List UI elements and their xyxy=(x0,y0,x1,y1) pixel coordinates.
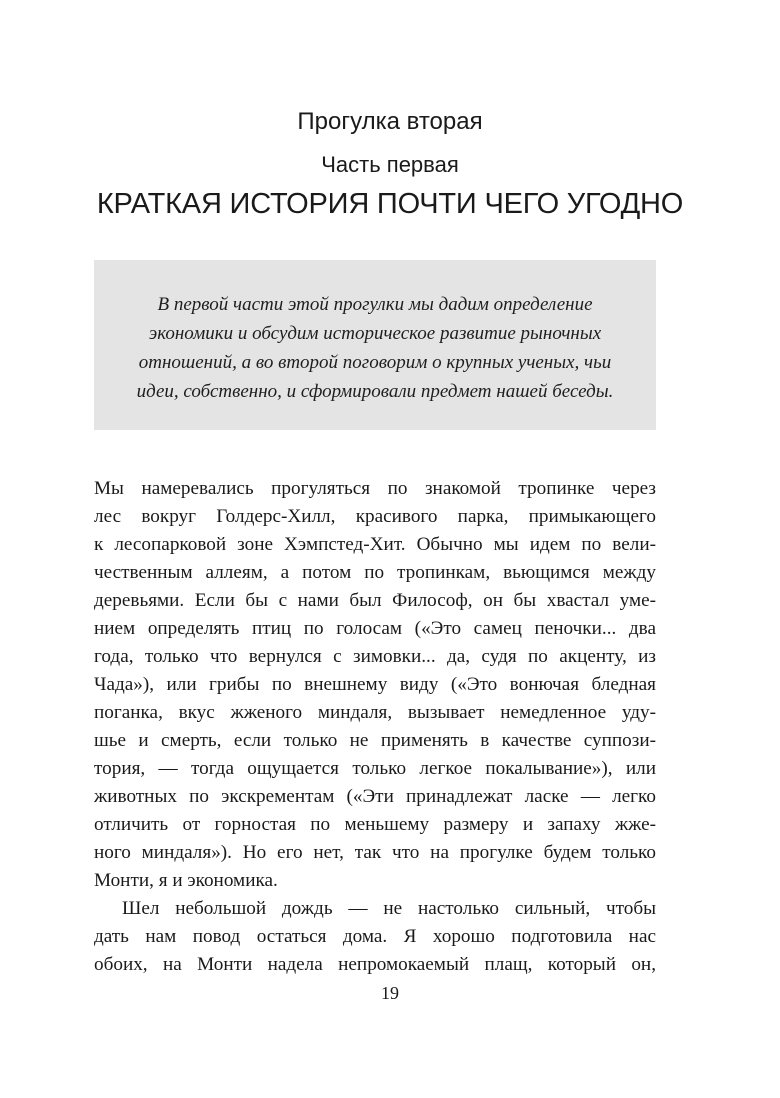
body-line: поганка, вкус жженого миндаля, вызывает немедленное уду- xyxy=(94,702,656,723)
page-number: 19 xyxy=(381,983,399,1003)
body-line: нием определять птиц по голосам («Это самец пеночки... два xyxy=(94,618,656,639)
body-line: года, только что вернулся с зимовки... да, судя по акценту, из xyxy=(94,646,656,667)
body-line: деревьями. Если бы с нами был Философ, он бы хвастал уме- xyxy=(94,590,656,611)
body-line: чественным аллеям, а потом по тропинкам, вьющимся между xyxy=(94,562,656,583)
body-line: шье и смерть, если только не применять в качестве суппози- xyxy=(94,730,656,751)
part-heading: Часть первая xyxy=(321,152,459,177)
abstract-box xyxy=(94,260,656,430)
abstract-line: идеи, собственно, и сформировали предмет нашей беседы. xyxy=(136,381,614,402)
body-line: Монти, я и экономика. xyxy=(94,870,278,891)
body-line: обоих, на Монти надела непромокаемый плащ, который он, xyxy=(94,954,656,975)
body-line: лес вокруг Голдерс-Хилл, красивого парка, примыкающего xyxy=(94,506,656,527)
body-line: дать нам повод остаться дома. Я хорошо подготовила нас xyxy=(94,926,656,947)
body-line: отличить от горностая по меньшему размеру и запаху жже- xyxy=(94,814,656,835)
body-line: тория, — тогда ощущается только легкое покалывание»), или xyxy=(94,758,656,779)
abstract-line: экономики и обсудим историческое развитие рыночных xyxy=(148,323,602,344)
body-line: к лесопарковой зоне Хэмпстед-Хит. Обычно мы идем по вели- xyxy=(94,534,656,555)
body-line: ного миндаля»). Но его нет, так что на прогулке будем только xyxy=(94,842,656,863)
body-line: Мы намеревались прогуляться по знакомой тропинке через xyxy=(94,478,656,499)
body-line: животных по экскрементам («Эти принадлежат ласке — легко xyxy=(94,786,656,807)
abstract-line: В первой части этой прогулки мы дадим определение xyxy=(157,294,593,315)
body-line: Чада»), или грибы по внешнему виду («Это вонючая бледная xyxy=(94,674,656,695)
walk-heading: Прогулка вторая xyxy=(297,108,483,135)
abstract-line: отношений, а во второй поговорим о крупных ученых, чьи xyxy=(138,352,612,373)
body-line: Шел небольшой дождь — не настолько сильный, чтобы xyxy=(122,898,656,919)
chapter-title: КРАТКАЯ ИСТОРИЯ ПОЧТИ ЧЕГО УГОДНО xyxy=(96,188,684,220)
